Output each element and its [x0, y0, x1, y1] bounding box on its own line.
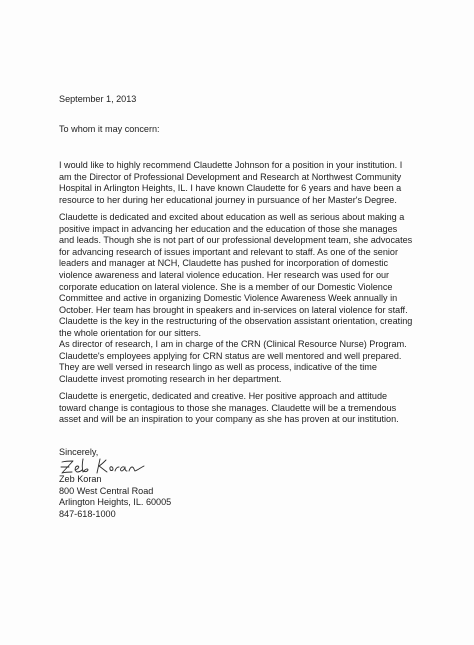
- paragraph-line: Claudette is energetic, dedicated and creative. Her positive approach and attitude: [59, 391, 388, 401]
- paragraph-line: resource to her during her educational journey in pursuance of her Master's Degree.: [59, 194, 397, 205]
- paragraph-introduction: [59, 160, 443, 206]
- paragraph-line: and leads. Though she is not part of our professional development team, she advocates: [59, 235, 413, 246]
- paragraph-line: for advancing research of issues important and relevant to staff. As one of the senior: [59, 246, 399, 257]
- paragraph-line: violence awareness and lateral violence education. Her research was used for our: [59, 269, 390, 280]
- sender-city: Arlington Heights, IL. 60005: [59, 497, 172, 508]
- paragraph-line: leaders and manager at NCH, Claudette has pushed for incorporation of domestic: [59, 258, 389, 269]
- paragraph-line: October. Her team has brought in speakers and in-services on lateral violence for staff.: [59, 304, 408, 315]
- paragraph-line: As director of research, I am in charge of the CRN (Clinical Resource Nurse) Program.: [59, 339, 407, 349]
- paragraph-line: Hospital in Arlington Heights, IL. I have known Claudette for 6 years and have been a: [59, 183, 402, 194]
- paragraph-dedication: [59, 212, 443, 340]
- paragraph-line: corporate education on lateral violence. She is a member of our Domestic Violence: [59, 281, 393, 292]
- sender-street: 800 West Central Road: [59, 485, 154, 496]
- paragraph-line: I would like to highly recommend Claudette Johnson for a position in your institution. I: [59, 160, 403, 170]
- paragraph-line: positive impact in advancing her education and the education of those she manages: [59, 223, 398, 234]
- sender-name: Zeb Koran: [59, 474, 102, 484]
- paragraph-line: Claudette's employees applying for CRN status are well mentored and well prepared.: [59, 350, 402, 361]
- salutation: To whom it may concern:: [59, 124, 160, 134]
- closing: Sincerely,: [59, 447, 99, 457]
- sender-block: [59, 474, 171, 520]
- paragraph-line: the whole orientation for our sitters.: [59, 327, 202, 338]
- sender-phone: 847-618-1000: [59, 508, 116, 519]
- paragraph-line: Claudette is dedicated and excited about education as well as serious about making a: [59, 212, 405, 222]
- paragraph-line: Claudette is the key in the restructuring of the observation assistant orientation, creating: [59, 316, 413, 327]
- paragraph-line: asset and will be an inspiration to your company as she has proven at our institution.: [59, 414, 399, 425]
- paragraph-line: Claudette invest promoting research in her department.: [59, 373, 282, 384]
- letter-date: September 1, 2013: [59, 94, 137, 104]
- paragraph-line: am the Director of Professional Development and Research at Northwest Community: [59, 171, 402, 182]
- paragraph-conclusion: [59, 391, 443, 426]
- paragraph-line: Committee and active in organizing Domestic Violence Awareness Week annually in: [59, 293, 398, 304]
- paragraph-line: They are well versed in research lingo as well as process, indicative of the time: [59, 362, 377, 373]
- paragraph-line: toward change is contagious to those she manages. Claudette will be a tremendous: [59, 402, 397, 413]
- paragraph-research: [59, 339, 443, 385]
